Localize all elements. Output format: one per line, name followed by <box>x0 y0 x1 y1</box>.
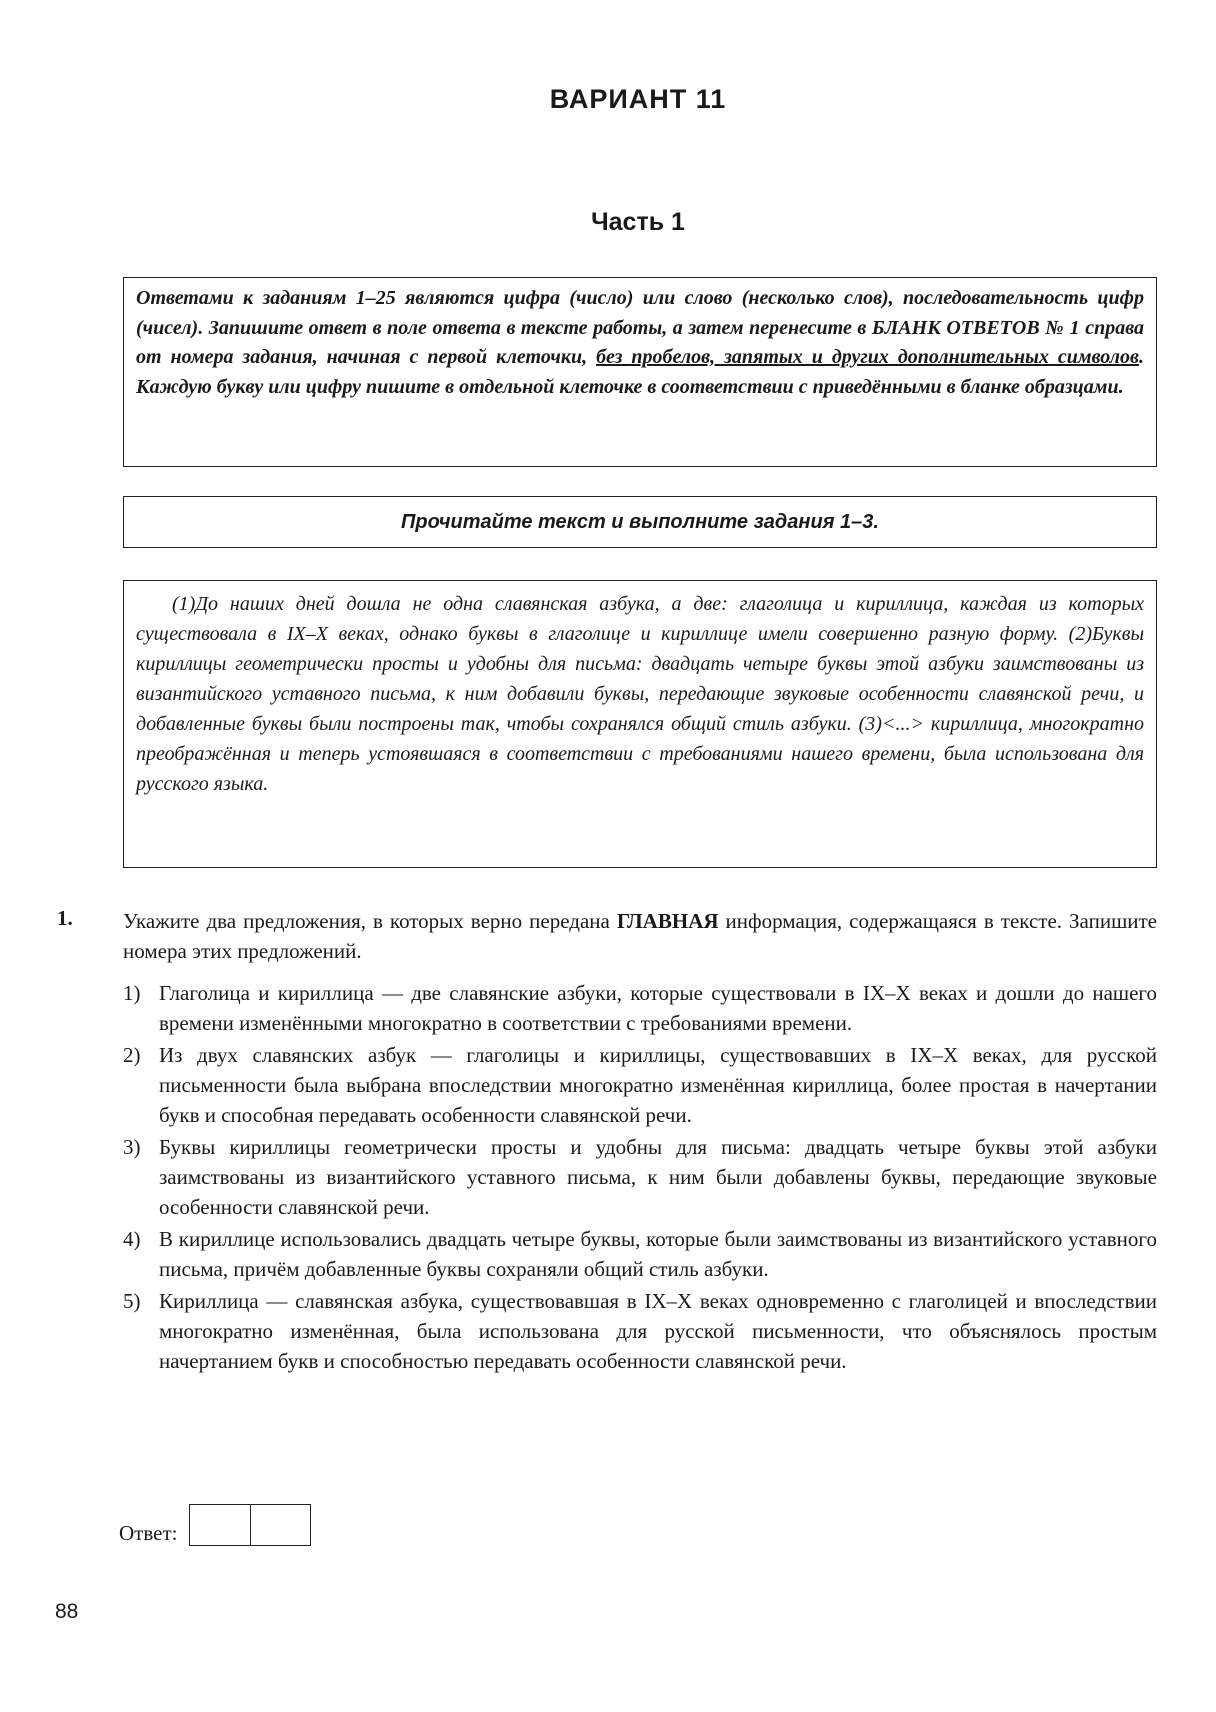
read-header: Прочитайте текст и выполните задания 1–3. <box>401 511 879 533</box>
page-number: 88 <box>55 1600 79 1623</box>
answer-area <box>119 1504 311 1546</box>
task-number: 1. <box>57 906 73 930</box>
instructions-box <box>123 277 1157 467</box>
instructions-underlined: без пробелов, запятых и других дополнительных символов <box>596 346 1139 368</box>
passage-box <box>123 580 1157 868</box>
option-text: Буквы кириллицы геометрически просты и удобны для письма: двадцать четыре буквы этой азбуки заимствованы из византийского уставного письма, к ним были добавлены буквы, передающие звуковые особенности славянской речи. <box>159 1135 1157 1219</box>
instructions-text-end: . Каждую букву или цифру пишите в отдельной клеточке в соответствии с приведёнными в бланке образцами. <box>136 346 1144 398</box>
option-item <box>123 978 1157 1038</box>
option-item <box>123 1286 1157 1376</box>
option-number: 2) <box>123 1043 141 1067</box>
answer-cell[interactable] <box>250 1505 310 1545</box>
variant-title: ВАРИАНТ 11 <box>549 84 727 114</box>
option-item <box>123 1132 1157 1222</box>
option-text: Кириллица — славянская азбука, существовавшая в IX–X веках одновременно с глаголицей и впоследствии многократно изменённая, была использована для русской письменности, что объяснялось простым начертанием букв и способностью передавать особенности славянской речи. <box>159 1289 1157 1373</box>
task-text-after: информация, содержащаяся в тексте. Запишите номера этих предложений. <box>123 909 1157 963</box>
option-number: 3) <box>123 1135 141 1159</box>
option-item <box>123 1040 1157 1130</box>
option-text: Глаголица и кириллица — две славянские азбуки, которые существовали в IX–X веках и дошли до нашего времени изменёнными многократно в соответствии с требованиями времени. <box>159 981 1157 1035</box>
task-text-bold: ГЛАВНАЯ <box>616 909 719 933</box>
option-item <box>123 1224 1157 1284</box>
option-text: Из двух славянских азбук — глаголицы и кириллицы, существовавших в IX–X веках, для русской письменности была выбрана впоследствии многократно изменённая кириллица, более простая в начертании букв и способная передавать особенности славянской речи. <box>159 1043 1157 1127</box>
options-list <box>123 978 1157 1378</box>
part-title: Часть 1 <box>591 208 685 236</box>
passage-text: (1)До наших дней дошла не одна славянская азбука, а две: глаголица и кириллица, каждая из которых существовала в IX–X веках, однако буквы в глаголице и кириллице имели совершенно разную форму. (2)Буквы кириллицы геометрически просты и удобны для письма: двадцать четыре буквы этой азбуки заимствованы из византийского уставного письма, к ним добавили буквы, передающие звуковые особенности славянской речи, и добавленные буквы были построены так, чтобы сохранялся общий стиль азбуки. (3)<...> кириллица, многократно преображённая и теперь устоявшаяся в соответствии с требованиями нашего времени, была использована для русского языка. <box>136 593 1144 795</box>
answer-cells <box>189 1504 311 1546</box>
option-text: В кириллице использовались двадцать четыре буквы, которые были заимствованы из византийского уставного письма, причём добавленные буквы сохраняли общий стиль азбуки. <box>159 1227 1157 1281</box>
option-number: 1) <box>123 981 141 1005</box>
option-number: 5) <box>123 1289 141 1313</box>
task-text-before: Укажите два предложения, в которых верно передана <box>123 909 617 933</box>
option-number: 4) <box>123 1227 141 1251</box>
instructions-text: Ответами к заданиям 1–25 являются цифра (число) или слово (несколько слов), последовательность цифр (чисел). Запишите ответ в поле ответа в тексте работы, а затем перенесите в БЛАНК ОТВЕТОВ № 1 справа от номера задания, начиная с первой клеточки, <box>136 287 1144 368</box>
task-question <box>123 906 1157 966</box>
answer-cell[interactable] <box>190 1505 250 1545</box>
read-header-box <box>123 496 1157 548</box>
answer-label: Ответ: <box>119 1521 178 1545</box>
